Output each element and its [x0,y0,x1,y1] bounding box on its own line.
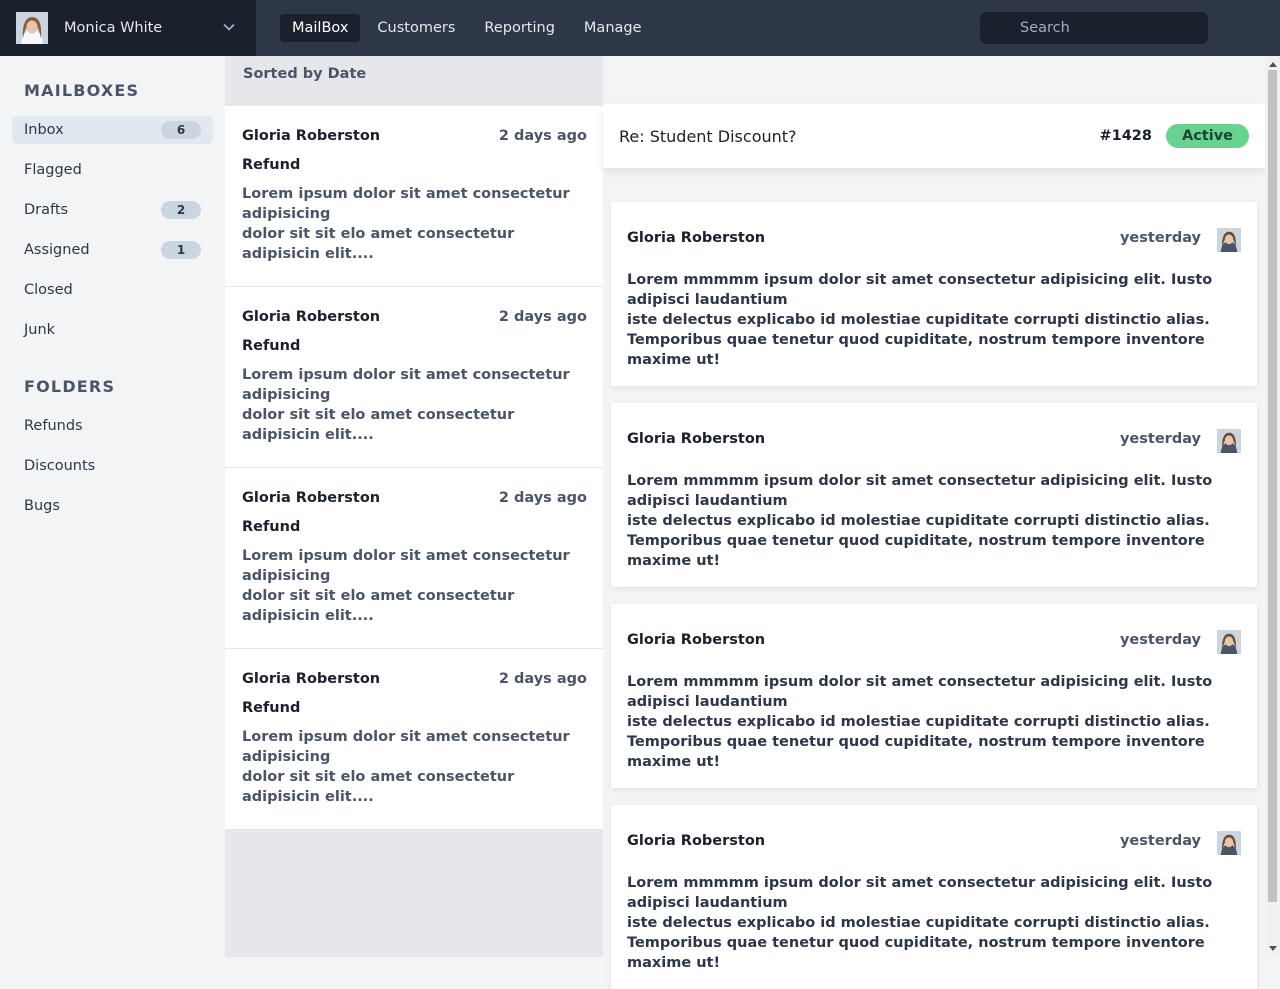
list-item-sender: Gloria Roberston [242,490,381,506]
list-item-preview [242,365,587,445]
message-body [627,471,1241,571]
sidebar-item-flagged[interactable] [12,156,213,184]
list-item[interactable] [225,106,603,287]
search-input[interactable] [980,12,1208,44]
message-line: iste delectus explicabo id molestiae cupiditate corrupti distinctio alias. Temporibus quae tenetur quod cupiditate, nostrum tempore inventore maxime ut! [627,915,1210,971]
sidebar-item-label: Closed [24,282,73,298]
message-body [627,672,1241,772]
list-item-preview [242,184,587,264]
user-name[interactable]: Monica White [64,20,163,36]
message-sender: Gloria Roberston [627,230,766,246]
sidebar-item-inbox[interactable] [12,116,213,144]
ticket-number: #1428 [1099,128,1152,144]
sort-label[interactable]: Sorted by Date [243,66,367,82]
sidebar-item-junk[interactable] [12,316,213,344]
conversation-pane [603,56,1265,971]
message-line: iste delectus explicabo id molestiae cupiditate corrupti distinctio alias. Temporibus quae tenetur quod cupiditate, nostrum tempore inventore maxime ut! [627,714,1210,770]
list-item-time: 2 days ago [498,309,587,325]
conversation-header [603,104,1265,168]
scroll-up-arrow-icon[interactable] [1269,62,1277,67]
message-line: Lorem mmmmm ipsum dolor sit amet consectetur adipisicing elit. Iusto adipisci laudantium [627,875,1213,911]
nav-mailbox[interactable]: MailBox [280,14,360,42]
preview-line: Lorem ipsum dolor sit amet consectetur adipisicing [242,729,570,765]
message-sender: Gloria Roberston [627,431,766,447]
nav-customers[interactable]: Customers [377,20,456,36]
folders-heading: FOLDERS [24,377,116,396]
preview-line: Lorem ipsum dolor sit amet consectetur adipisicing [242,367,570,403]
list-item-preview [242,546,587,626]
sender-avatar-icon [1217,630,1241,654]
preview-line: dolor sit sit elo amet consectetur adipisicin elit.... [242,588,515,624]
status-badge: Active [1166,124,1249,148]
count-badge: 2 [161,201,201,219]
message-card [611,604,1257,788]
message-sender: Gloria Roberston [627,632,766,648]
count-badge: 1 [161,241,201,259]
sidebar-item-label: Junk [24,322,56,338]
user-menu[interactable] [0,0,256,56]
sidebar [0,56,225,957]
scrollbar[interactable] [1265,56,1280,957]
message-list [225,56,603,957]
scrollbar-thumb[interactable] [1268,70,1277,902]
message-sender: Gloria Roberston [627,833,766,849]
message-line: Lorem mmmmm ipsum dolor sit amet consectetur adipisicing elit. Iusto adipisci laudantium [627,272,1213,308]
conversation-subject: Re: Student Discount? [619,126,797,146]
list-item[interactable] [225,649,603,830]
sidebar-item-assigned[interactable] [12,236,213,264]
message-body [627,873,1241,973]
preview-line: Lorem ipsum dolor sit amet consectetur adipisicing [242,186,570,222]
list-item-subject: Refund [242,519,301,535]
sender-avatar-icon [1217,831,1241,855]
list-item[interactable] [225,468,603,649]
sidebar-item-bugs[interactable] [12,492,213,520]
message-line: Lorem mmmmm ipsum dolor sit amet consectetur adipisicing elit. Iusto adipisci laudantium [627,473,1213,509]
sidebar-item-discounts[interactable] [12,452,213,480]
list-item-sender: Gloria Roberston [242,671,381,687]
preview-line: dolor sit sit elo amet consectetur adipisicin elit.... [242,226,515,262]
list-item-time: 2 days ago [498,490,587,506]
message-line: iste delectus explicabo id molestiae cupiditate corrupti distinctio alias. Temporibus quae tenetur quod cupiditate, nostrum tempore inventore maxime ut! [627,513,1210,569]
nav-reporting[interactable]: Reporting [484,20,555,36]
message-time: yesterday [1119,632,1201,648]
scroll-down-arrow-icon[interactable] [1269,946,1277,951]
main-nav [280,0,659,56]
chevron-down-icon[interactable] [222,20,236,34]
top-bar [0,0,1280,56]
message-time: yesterday [1119,431,1201,447]
message-line: Lorem mmmmm ipsum dolor sit amet consectetur adipisicing elit. Iusto adipisci laudantium [627,674,1213,710]
list-item-preview [242,727,587,807]
list-item-sender: Gloria Roberston [242,128,381,144]
list-item-subject: Refund [242,157,301,173]
sender-avatar-icon [1217,429,1241,453]
message-body [627,270,1241,370]
sidebar-item-label: Inbox [24,122,64,138]
preview-line: Lorem ipsum dolor sit amet consectetur adipisicing [242,548,570,584]
sidebar-item-label: Refunds [24,418,83,434]
preview-line: dolor sit sit elo amet consectetur adipisicin elit.... [242,407,515,443]
preview-line: dolor sit sit elo amet consectetur adipisicin elit.... [242,769,515,805]
sidebar-item-label: Bugs [24,498,60,514]
sender-avatar-icon [1217,228,1241,252]
list-item-subject: Refund [242,338,301,354]
message-time: yesterday [1119,833,1201,849]
message-time: yesterday [1119,230,1201,246]
count-badge: 6 [161,121,201,139]
mailboxes-heading: MAILBOXES [24,81,140,100]
sidebar-item-label: Discounts [24,458,96,474]
list-item[interactable] [225,287,603,468]
sidebar-item-drafts[interactable] [12,196,213,224]
message-card [611,805,1257,989]
nav-manage[interactable]: Manage [583,20,642,36]
sidebar-item-refunds[interactable] [12,412,213,440]
sidebar-item-label: Drafts [24,202,69,218]
list-item-time: 2 days ago [498,671,587,687]
message-card [611,403,1257,587]
list-item-time: 2 days ago [498,128,587,144]
list-item-sender: Gloria Roberston [242,309,381,325]
sidebar-item-label: Flagged [24,162,82,178]
sidebar-item-closed[interactable] [12,276,213,304]
list-item-subject: Refund [242,700,301,716]
message-line: iste delectus explicabo id molestiae cupiditate corrupti distinctio alias. Temporibus quae tenetur quod cupiditate, nostrum tempore inventore maxime ut! [627,312,1210,368]
message-card [611,202,1257,386]
sidebar-item-label: Assigned [24,242,90,258]
user-avatar-icon[interactable] [16,12,48,44]
